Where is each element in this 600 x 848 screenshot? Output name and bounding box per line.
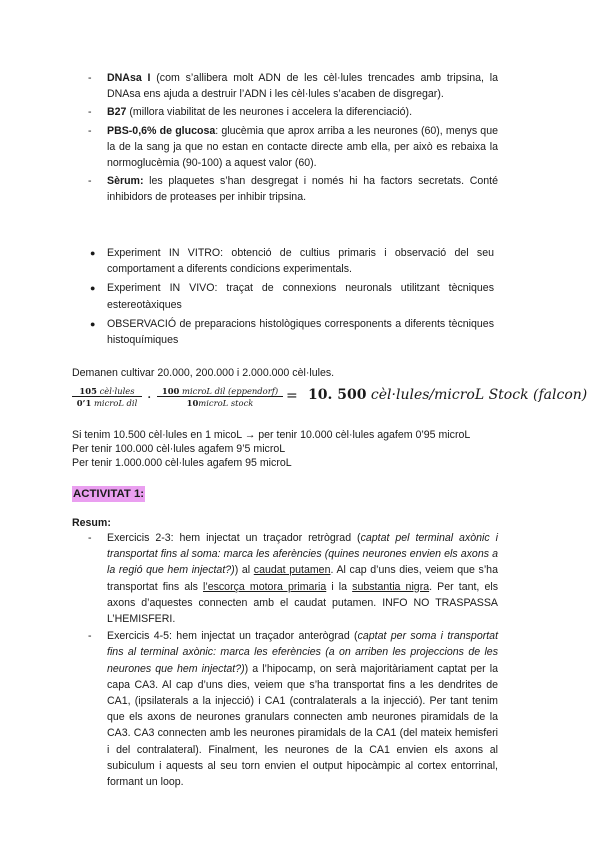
reagent-term: DNAsa I	[107, 72, 151, 84]
ex1-text: . Al cap d’uns dies, veiem que s’ha transportat fins als	[107, 564, 498, 593]
list-item	[88, 245, 494, 277]
frac1-den-unit: microL dil	[91, 398, 138, 408]
list-item	[88, 628, 498, 790]
reagent-desc: : glucèmia que aprox arriba a les neurones (60), menys que la de la sang ja que no estan en contacte directe amb ella, per això es rebaixa la normoglucèmia (90-100) a aquest valor (60).	[107, 124, 498, 170]
exercises-list	[88, 530, 498, 791]
list-item	[88, 70, 498, 102]
ex1-text: ) al	[234, 564, 254, 577]
calc-line: Per tenir 1.000.000 cèl·lules agafem 95 microL	[72, 457, 292, 469]
reagent-term: PBS-0,6% de glucosa	[107, 124, 216, 137]
activity-heading: ACTIVITAT 1:	[73, 488, 145, 500]
experiments-list	[88, 245, 494, 351]
ex2-text: Exercicis 4-5: hem injectat un traçador anterògrad (	[107, 630, 358, 643]
dash-marker: -	[88, 124, 92, 137]
list-item	[88, 123, 498, 172]
ex1-italic: captat pel terminal axònic i transportat fins al soma: marca les aferències (quines neurones envien els axons a la regió que hem injectat?)	[107, 532, 498, 577]
reagent-desc: les plaquetes s’han desgregat i només hi ha factors secretats. Conté inhibidors de proteases per inhibir tripsina.	[107, 175, 498, 204]
bullet-icon: ●	[90, 248, 96, 258]
summary-label: Resum:	[72, 517, 111, 529]
ex1-underline: l’escorça motora primaria	[202, 580, 327, 593]
list-item	[88, 530, 498, 627]
reagents-list	[88, 70, 498, 208]
reagent-desc: (com s’allibera molt ADN de les cèl·lules trencades amb tripsina, la DNAsa ens ajuda a destruir l’ADN i les cèl·lules s’acaben de disgregar).	[107, 72, 498, 101]
frac1-num-unit: cèl·lules	[96, 386, 135, 396]
ex1-underline: substantia nigra	[352, 580, 430, 593]
reagent-term: B27	[107, 106, 127, 119]
list-item	[88, 316, 494, 348]
dash-marker: -	[88, 175, 92, 188]
result-unit: cèl·lules/microL Stock (falcon)	[366, 387, 588, 403]
fraction-dil-per-stock	[157, 386, 283, 408]
demanen-line: Demanen cultivar 20.000, 200.000 i 2.000.000 cèl·lules.	[72, 367, 335, 379]
frac1-num-value: 105	[79, 386, 97, 396]
bullet-icon: ●	[90, 283, 96, 294]
ex2-text: ) a l’hipocamp, on serà majoritàriament captat per la capa CA3. Al cap d’uns dies, veiem que s’ha transportat fins a les dendrites de CA1, (ipsilaterals a la injecció) i CA1 (contralaterals a la injecció). Per tant tenim que els axons de neurones granulars connecten amb neurones piramidals de la CA3. CA3 connecten amb les neurones piramidals de la CA1 (del mateix hemisferi i del contralateral). Finalment, les neurones de la CA1 envien els axons al subiculum i aquests al seu torn envien el output hipocàmpic al cortex entorrinal, formant un loop.	[107, 662, 498, 789]
reagent-term: Sèrum:	[107, 175, 144, 188]
dash-marker: -	[88, 532, 92, 544]
dash-marker: -	[88, 106, 92, 119]
formula-result	[308, 387, 587, 403]
list-item	[88, 280, 494, 312]
fraction-cells-per-dil	[72, 386, 142, 408]
frac1-den-value: 0’1	[76, 398, 92, 408]
bullet-text: Experiment IN VITRO: obtenció de cultius primaris i observació del seu comportament a diferents condicions experimentals.	[107, 247, 494, 276]
frac2-den-value: 10	[186, 398, 199, 408]
dilution-formula	[72, 386, 588, 416]
ex2-italic: captat per soma i transportat fins al terminal axònic: marca les eferències (a on arriben les projeccions de les neurones que hem injectat?)	[107, 630, 499, 675]
ex1-text: . Per tant, els axons d’aquestes connecten amb el caudat putamen. INFO NO TRASPASSA L’HEMISFERI.	[107, 580, 499, 626]
list-item	[88, 173, 498, 205]
bullet-icon: ●	[90, 318, 96, 329]
bullet-text: OBSERVACIÓ de preparacions histològiques corresponents a diferents tècniques histoquímiques	[107, 317, 494, 347]
bullet-text: Experiment IN VIVO: traçat de connexions neuronals utilitzant tècniques estereotàxiques	[107, 282, 494, 311]
ex1-text: Exercicis 2-3: hem injectat un traçador retrògrad (	[107, 532, 361, 544]
frac2-num-value: 100	[161, 386, 180, 396]
dash-marker: -	[88, 630, 92, 643]
multiply-dot: ·	[147, 390, 152, 406]
frac2-num-unit: microL dil (eppendorf)	[179, 386, 279, 396]
dash-marker: -	[88, 72, 92, 84]
equals-sign: =	[286, 388, 298, 404]
result-value: 10. 500	[308, 387, 367, 403]
ex1-underline: caudat putamen	[253, 564, 331, 577]
frac2-den-unit: microL stock	[198, 398, 254, 408]
calc-line: Per tenir 100.000 cèl·lules agafem 9’5 microL	[72, 443, 286, 455]
calc-line: Si tenim 10.500 cèl·lules en 1 micoL → per tenir 10.000 cèl·lules agafem 0’95 microL	[72, 429, 471, 441]
ex1-text: i la	[326, 580, 353, 593]
list-item	[88, 104, 498, 120]
reagent-desc: (millora viabilitat de les neurones i accelera la diferenciació).	[126, 106, 413, 119]
